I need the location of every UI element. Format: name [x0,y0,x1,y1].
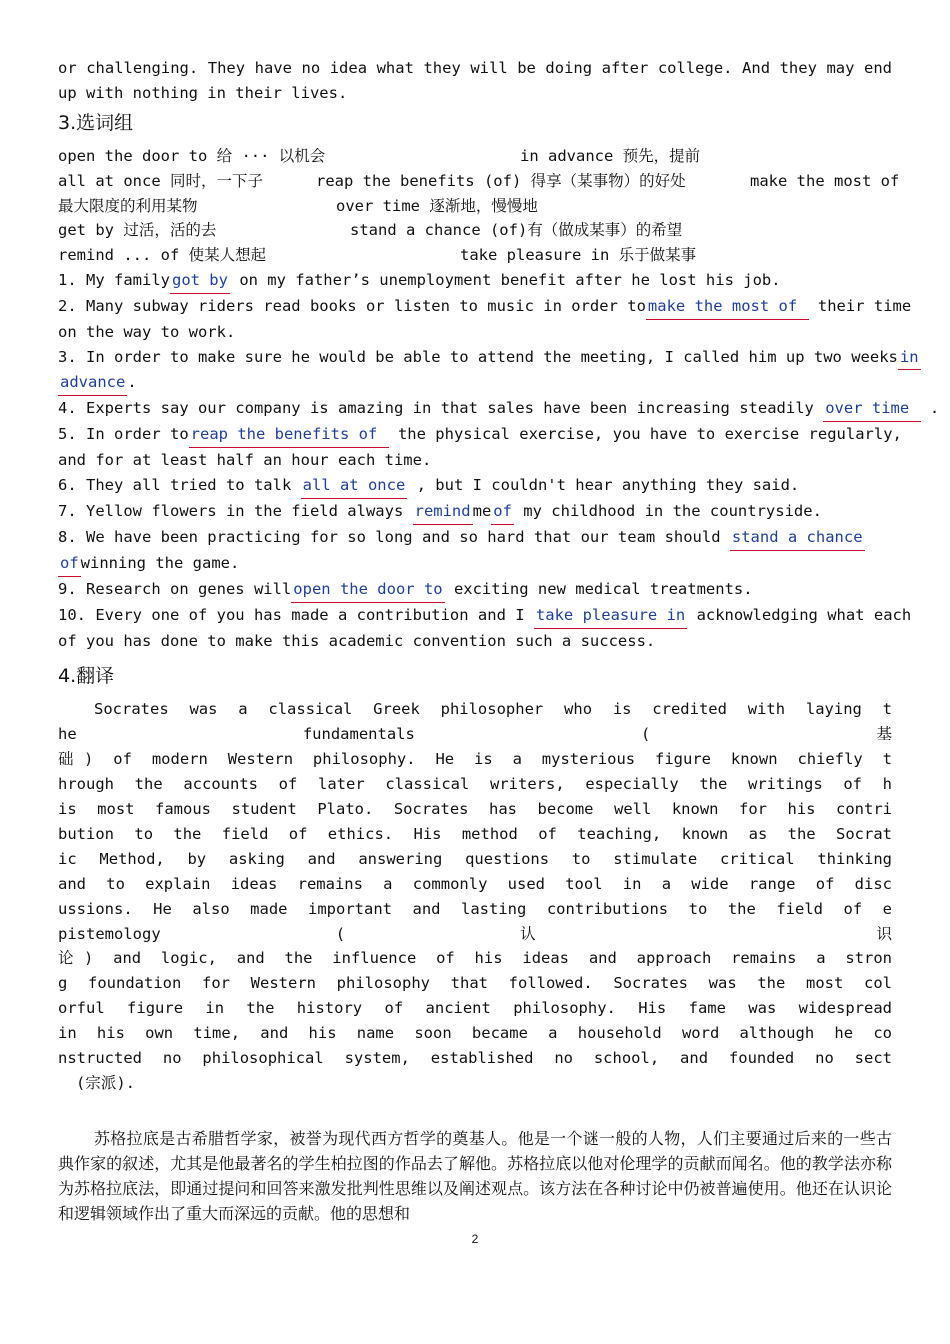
passage-line: pistemology ( 认 识 [58,924,892,943]
exercise-item: 2. Many subway riders read books or listen to music in order to make the most of their time [58,294,892,320]
passage-line: bution to the field of ethics. His method of teaching, known as the Socrat [58,824,892,843]
vocab-entry: get by 过活，活的去 [58,220,217,239]
answer-blank: open the door to [291,577,444,603]
text-line: or challenging. They have no idea what they will be doing after college. And they may end [58,59,892,77]
english-passage [58,697,892,1096]
vocab-entry: remind ... of 使某人想起 [58,245,267,264]
answer-blank: take pleasure in [534,603,687,629]
exercise-item-cont: advance . [58,370,892,396]
exercise-item: 9. Research on genes will open the door to exciting new medical treatments. [58,577,892,603]
passage-line: he fundamentals ( 基 [58,725,892,744]
answer-blank: all at once [301,473,408,499]
exercise-item: 1. My family got by on my father’s unemployment benefit after he lost his job. [58,268,892,294]
section-heading: 3.选词组 [58,111,134,134]
answer-blank: over time [823,396,920,422]
passage-line: 论) and logic, and the influence of his ideas and approach remains a stron [58,949,892,968]
exercise-item-cont: of you has done to make this academic convention such a success. [58,631,656,650]
passage-line: and to explain ideas remains a commonly used tool in a wide range of disc [58,874,892,893]
vocab-entry: stand a chance (of)有（做成某事）的希望 [350,220,683,239]
answer-blank: of [491,499,514,525]
exercise-item: 7. Yellow flowers in the field always remind me of my childhood in the countryside. [58,499,892,525]
page-number: 2 [471,1232,479,1246]
passage-line: in his own time, and his name soon became a household word although he co [58,1024,892,1043]
answer-blank: got by [170,268,230,294]
exercise-list [58,268,940,654]
passage-line: hrough the accounts of later classical writers, especially the writings of h [58,775,892,794]
document-page [58,56,940,1226]
passage-line: orful figure in the history of ancient philosophy. His fame was widespread [58,999,892,1018]
exercise-item-cont: of winning the game. [58,551,892,577]
answer-blank: remind [413,499,473,525]
exercise-item: 8. We have been practicing for so long and so hard that our team should stand a chance [58,525,892,551]
vocab-entry: over time 逐渐地，慢慢地 [336,196,538,215]
chinese-translation: 苏格拉底是古希腊哲学家，被誉为现代西方哲学的奠基人。他是一个谜一般的人物，人们主要通过后来的一些古典作家的叙述，尤其是他最著名的学生柏拉图的作品去了解他。苏格拉底以他对伦理学的贡献而闻名。他的教学法亦称为苏格拉底法，即通过提问和回答来激发批判性思维以及阐述观点。该方法在各种讨论中仍被普遍使用。他还在认识论和逻辑领域作出了重大而深远的贡献。他的思想和 [58,1128,892,1223]
vocab-entry: take pleasure in 乐于做某事 [460,245,697,264]
vocab-entry: open the door to 给 ··· 以机会 [58,146,326,165]
passage-line: ic Method, by asking and answering questions to stimulate critical thinking [58,849,892,868]
vocab-entry: 最大限度的利用某物 [58,196,198,215]
passage-line: g foundation for Western philosophy that followed. Socrates was the most col [58,974,892,993]
vocab-entry: make the most of [750,171,900,190]
exercise-item: 6. They all tried to talk all at once , but I couldn't hear anything they said. [58,473,892,499]
passage-line: is most famous student Plato. Socrates has become well known for his contri [58,800,892,819]
vocab-entry: reap the benefits (of) 得享（某事物）的好处 [316,171,686,190]
passage-line: (宗派). [76,1074,135,1092]
answer-blank: advance [58,370,127,396]
exercise-item: 4. Experts say our company is amazing in that sales have been increasing steadily over time . [58,396,892,422]
exercise-item: 10. Every one of you has made a contribution and I take pleasure in acknowledging what each [58,603,892,629]
passage-line: nstructed no philosophical system, established no school, and founded no sect [58,1049,892,1068]
answer-blank: reap the benefits of [189,422,389,448]
exercise-item-cont: on the way to work. [58,322,236,341]
answer-blank: in [898,345,921,371]
exercise-item: 5. In order to reap the benefits of the physical exercise, you have to exercise regularly, [58,422,892,448]
exercise-item-cont: and for at least half an hour each time. [58,451,432,470]
vocab-entry: in advance 预先，提前 [520,146,701,165]
exercise-item: 3. In order to make sure he would be able to attend the meeting, I called him up two weeks in [58,345,892,371]
vocab-entry: all at once 同时，一下子 [58,171,263,190]
answer-blank: of [58,551,81,577]
passage-line: 础) of modern Western philosophy. He is a mysterious figure known chiefly t [58,750,892,769]
vocab-list [58,144,900,268]
passage-line: ussions. He also made important and lasting contributions to the field of e [58,899,892,918]
text-line: up with nothing in their lives. [58,83,348,102]
answer-blank: stand a chance [730,525,865,551]
section-heading: 4.翻译 [58,665,115,688]
passage-line: Socrates was a classical Greek philosopher who is credited with laying t [94,700,892,719]
answer-blank: make the most of [646,294,809,320]
